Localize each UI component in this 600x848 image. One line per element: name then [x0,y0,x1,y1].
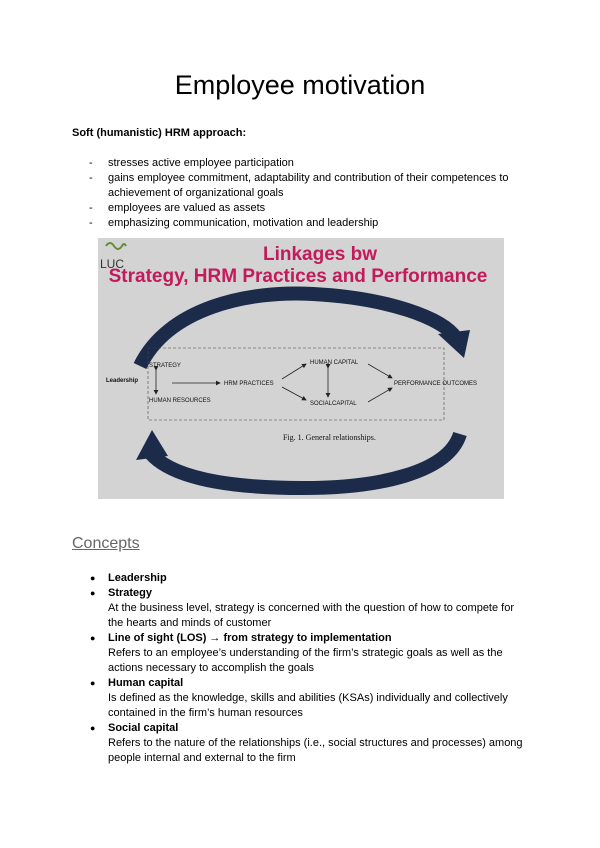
figure-caption: Fig. 1. General relationships. [283,433,376,442]
node-human-resources: HUMAN RESOURCES [149,398,211,404]
node-strategy: STRATEGY [149,363,181,369]
list-item: - employees are valued as assets [72,201,522,216]
list-item: - stresses active employee participation [72,156,522,171]
slide-heading-1: Linkages bw [262,244,378,265]
bullet-icon: ● [90,573,96,583]
node-human-capital: HUMAN CAPITAL [310,360,359,366]
list-item [90,676,530,721]
list-item [90,586,530,631]
node-performance: PERFORMANCE OUTCOMES [394,381,478,387]
document-title: Employee motivation [174,70,426,100]
node-hrm-practices: HRM PRACTICES [224,381,274,387]
logo-text: LUC [100,257,125,271]
node-social-capital: SOCIALCAPITAL [310,401,357,407]
bullet-icon: ● [90,678,96,688]
concept-term: Strategy [108,587,153,599]
list-item [90,721,530,766]
list-item [90,631,530,676]
concept-term: Social capital [108,722,179,734]
node-leadership: Leadership [106,378,139,384]
approach-list [72,156,522,231]
concept-description: Refers to an employee’s understanding of the firm’s strategic goals as well as the actions necessary to accomplish the goals [108,647,503,674]
slide-heading-2: Strategy, HRM Practices and Performance [108,266,488,287]
bullet-icon: ● [90,723,96,733]
list-item [90,571,530,586]
concept-term: Human capital [108,677,184,689]
concepts-list [90,571,530,766]
concept-description: Refers to the nature of the relationships (i.e., social structures and processes) among people internal and external to the firm [108,737,523,764]
concepts-heading: Concepts [72,535,140,552]
list-item: - emphasizing communication, motivation and leadership [72,216,522,231]
slide-image [98,238,504,499]
concept-description: At the business level, strategy is concerned with the question of how to compete for the hearts and minds of customer [108,602,515,629]
approach-heading: Soft (humanistic) HRM approach: [72,127,247,139]
concept-description: Is defined as the knowledge, skills and abilities (KSAs) individually and collectively contained in the firm’s human resources [108,692,508,719]
bullet-icon: ● [90,588,96,598]
concept-term: Line of sight (LOS) → from strategy to implementation [108,632,392,644]
bullet-icon: ● [90,633,96,643]
list-item: - gains employee commitment, adaptability and contribution of their competences to achievement of organizational goals [72,171,522,201]
concept-term: Leadership [108,572,167,584]
